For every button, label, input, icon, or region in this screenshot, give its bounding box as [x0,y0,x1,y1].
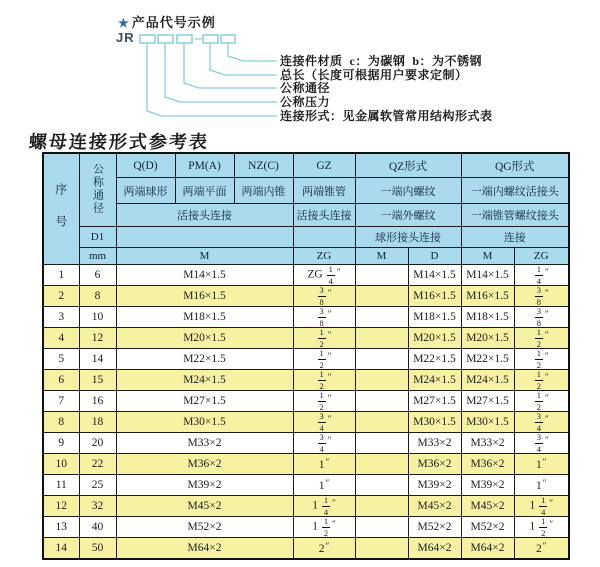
header-d1: D1 [79,227,116,248]
row-no: 14 [43,538,79,560]
product-code-diagram [0,0,600,130]
code-box [140,35,155,43]
gz-zg: 1 $\frac{1}{2}$ ″ [293,517,355,538]
qg-zg: $\frac{1}{2}$ ″ [514,391,569,412]
qg-m: M27×1.5 [461,391,514,412]
m-thread: M20×1.5 [116,328,293,349]
table-row [43,412,569,433]
row-no: 1 [43,265,79,286]
qz-m [355,286,408,307]
row-no: 13 [43,517,79,538]
qg-m: M36×2 [461,454,514,475]
m-thread: M39×2 [116,475,293,496]
header-desc-qz: 一端内螺纹 [355,178,461,204]
row-no: 8 [43,412,79,433]
header-qz-m: M [355,248,408,265]
header-code-gz: GZ [293,153,355,178]
m-thread: M27×1.5 [116,391,293,412]
table-row [43,349,569,370]
m-thread: M64×2 [116,538,293,560]
qz-m [355,265,408,286]
m-thread: M33×2 [116,433,293,454]
qg-zg: $\frac{1}{2}$ ″ [514,349,569,370]
qg-m: M14×1.5 [461,265,514,286]
dn-mm: 15 [79,370,116,391]
header-empty-cell [116,227,293,248]
table-row [43,391,569,412]
table-row [43,454,569,475]
qg-m: M30×1.5 [461,412,514,433]
qg-m: M24×1.5 [461,370,514,391]
table-row [43,307,569,328]
qg-zg: $\frac{3}{8}$ ″ [514,286,569,307]
dn-mm: 12 [79,328,116,349]
qz-d: M30×1.5 [408,412,461,433]
header-code-qd: Q(D) [116,153,175,178]
qz-m [355,517,408,538]
connector-line [184,43,277,88]
dn-mm: 8 [79,286,116,307]
m-thread: M52×2 [116,517,293,538]
gz-zg: $\frac{1}{2}$ ″ [293,328,355,349]
gz-zg: $\frac{1}{2}$ ″ [293,370,355,391]
row-no: 9 [43,433,79,454]
table-body [43,265,569,560]
gz-zg: $\frac{3}{4}$ ″ [293,433,355,454]
row-no: 12 [43,496,79,517]
header-code-qz: QZ形式 [355,153,461,178]
gz-zg: 1″ [293,454,355,475]
qz-d: M39×2 [408,475,461,496]
dn-mm: 20 [79,433,116,454]
row-no: 4 [43,328,79,349]
code-box [221,35,235,43]
header-conn-gz: 活接头连接 [293,204,355,227]
header-qg-m: M [461,248,514,265]
code-box [177,35,192,43]
header-unit-m: M [116,248,293,265]
qz-m [355,433,408,454]
qz-m [355,370,408,391]
code-prefix: JR [116,30,135,45]
gz-zg: 1 $\frac{1}{4}$ ″ [293,496,355,517]
qz-m [355,349,408,370]
qz-m [355,328,408,349]
dn-mm: 22 [79,454,116,475]
qz-m [355,412,408,433]
qg-zg: $\frac{3}{8}$ ″ [514,307,569,328]
row-no: 6 [43,370,79,391]
gz-zg: $\frac{1}{2}$ ″ [293,349,355,370]
qz-m [355,496,408,517]
m-thread: M22×1.5 [116,349,293,370]
qz-d: M18×1.5 [408,307,461,328]
table-row [43,328,569,349]
code-box [158,35,173,43]
qg-m: M39×2 [461,475,514,496]
header-conn-qg: 连接 [461,227,569,248]
qg-zg: $\frac{3}{4}$ ″ [514,433,569,454]
header-desc2-qz: 一端外螺纹 [355,204,461,227]
qg-m: M52×2 [461,517,514,538]
row-no: 11 [43,475,79,496]
qz-d: M64×2 [408,538,461,560]
diagram-title-text: 产品代号示例 [131,15,216,30]
row-no: 5 [43,349,79,370]
table-title: 螺母连接形式参考表 [28,132,210,153]
header-desc-qd: 两端球形 [116,178,175,204]
m-thread: M18×1.5 [116,307,293,328]
qz-d: M36×2 [408,454,461,475]
header-xuhao: 序号 [43,153,79,265]
code-box [203,35,218,43]
qg-m: M64×2 [461,538,514,560]
nut-connection-table [42,152,570,560]
code-label-length: 总长（长度可根据用户要求定制） [280,68,468,82]
m-thread: M14×1.5 [116,265,293,286]
dn-mm: 14 [79,349,116,370]
dn-mm: 40 [79,517,116,538]
qz-m [355,538,408,560]
code-label-material: 连接件材质 c：为碳钢 b：为不锈钢 [280,54,483,68]
qg-zg: 2″ [514,538,569,560]
m-thread: M30×1.5 [116,412,293,433]
table-row [43,496,569,517]
gz-zg: $\frac{3}{4}$ ″ [293,412,355,433]
qz-m [355,454,408,475]
header-code-nzc: NZ(C) [234,153,293,178]
table-row [43,265,569,286]
qz-d: M14×1.5 [408,265,461,286]
qz-d: M22×1.5 [408,349,461,370]
header-qz-d: D [408,248,461,265]
qz-d: M20×1.5 [408,328,461,349]
m-thread: M16×1.5 [116,286,293,307]
table-row [43,475,569,496]
qg-m: M22×1.5 [461,349,514,370]
header-empty-cell [293,227,355,248]
gz-zg: 2″ [293,538,355,560]
row-no: 10 [43,454,79,475]
code-label-diameter: 公称通径 [280,81,331,95]
dn-mm: 50 [79,538,116,560]
dn-mm: 16 [79,391,116,412]
connector-line [165,43,277,102]
m-thread: M45×2 [116,496,293,517]
qg-m: M20×1.5 [461,328,514,349]
qg-zg: 1″ [514,475,569,496]
qz-d: M27×1.5 [408,391,461,412]
table-row [43,517,569,538]
header-code-pma: PM(A) [175,153,234,178]
dn-mm: 32 [79,496,116,517]
header-tongjing: 公称通径 [79,153,116,227]
table-row [43,286,569,307]
header-desc-pma: 两端平面 [175,178,234,204]
star-icon: ★ [118,16,130,30]
qg-m: M18×1.5 [461,307,514,328]
m-thread: M36×2 [116,454,293,475]
row-no: 7 [43,391,79,412]
code-label-pressure: 公称压力 [280,95,331,109]
qg-zg: $\frac{1}{2}$ ″ [514,328,569,349]
gz-zg: $\frac{1}{2}$ ″ [293,391,355,412]
qg-zg: $\frac{1}{2}$ ″ [514,370,569,391]
header-code-qg: QG形式 [461,153,569,178]
qz-d: M24×1.5 [408,370,461,391]
qg-zg: 1 $\frac{1}{2}$ ″ [514,517,569,538]
qz-m [355,307,408,328]
code-label-connection: 连接形式：见金属软管常用结构形式表 [280,109,493,123]
qz-m [355,391,408,412]
qg-m: M45×2 [461,496,514,517]
table-row [43,370,569,391]
gz-zg: $\frac{3}{8}$ ″ [293,307,355,328]
table-row [43,538,569,560]
qz-d: M16×1.5 [408,286,461,307]
header-desc-nzc: 两端内锥 [234,178,293,204]
dn-mm: 10 [79,307,116,328]
gz-zg: 1″ [293,475,355,496]
header-qg-zg: ZG [514,248,569,265]
header-desc-qg: 一端内螺纹活接头 [461,178,569,204]
qg-zg: 1″ [514,454,569,475]
connector-line [147,43,277,116]
connector-line [228,43,277,61]
gz-zg: ZG $\frac{1}{4}$ ″ [293,265,355,286]
m-thread: M24×1.5 [116,370,293,391]
header-mm: mm [79,248,116,265]
table-row [43,433,569,454]
gz-zg: $\frac{3}{8}$ ″ [293,286,355,307]
qz-d: M52×2 [408,517,461,538]
qz-m [355,475,408,496]
qg-zg: $\frac{3}{4}$ ″ [514,412,569,433]
dn-mm: 18 [79,412,116,433]
header-unit-zg: ZG [293,248,355,265]
qg-zg: $\frac{1}{4}$ ″ [514,265,569,286]
qg-zg: 1 $\frac{1}{4}$ ″ [514,496,569,517]
qz-d: M45×2 [408,496,461,517]
header-desc2-qg: 一端锥管螺纹接头 [461,204,569,227]
row-no: 3 [43,307,79,328]
dn-mm: 25 [79,475,116,496]
qg-m: M33×2 [461,433,514,454]
header-conn-union: 活接头连接 [116,204,293,227]
row-no: 2 [43,286,79,307]
header-conn-qz: 球形接头连接 [355,227,461,248]
qz-d: M33×2 [408,433,461,454]
dn-mm: 6 [79,265,116,286]
qg-m: M16×1.5 [461,286,514,307]
header-desc-gz: 两端锥管 [293,178,355,204]
connector-line [210,43,277,75]
